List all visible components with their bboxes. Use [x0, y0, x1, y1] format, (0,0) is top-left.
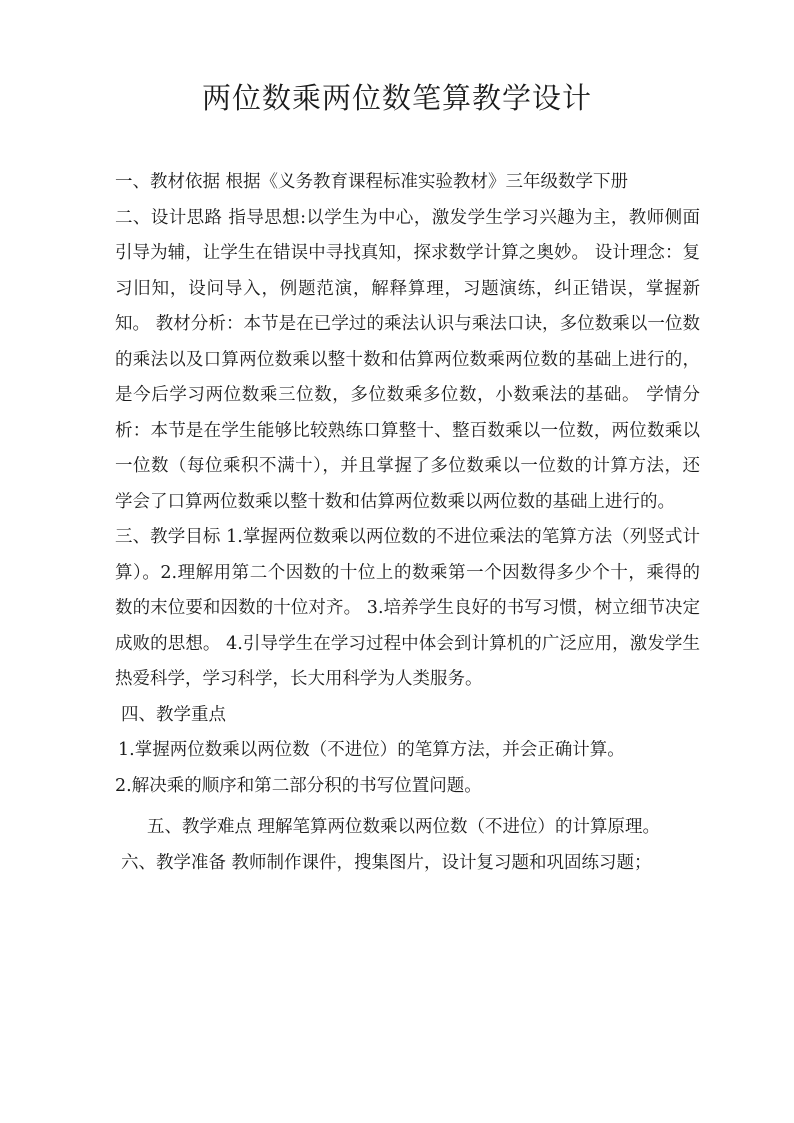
paragraph-key-point-2: 2.解决乘的顺序和第二部分积的书写位置问题。	[115, 775, 482, 796]
document-title: 两位数乘两位数笔算教学设计	[201, 81, 592, 115]
paragraph-preparation: 六、教学准备 教师制作课件，搜集图片，设计复习题和巩固练习题；	[121, 852, 652, 873]
paragraph-key-points-heading: 四、教学重点	[121, 704, 226, 725]
paragraph-design-idea: 二、设计思路 指导思想:以学生为中心，激发学生学习兴趣为主，教师侧面引导为辅，让学生在错误中寻找真知，探求数学计算之奥妙。 设计理念：复习旧知，设问导入，例题范演，解释算理，习题演练，纠正错误，掌握新知。 教材分析：本节是在已学过的乘法认识与乘法口诀，多位数乘以一位数的乘法以及口算两位数乘以整十数和估算两位数乘两位数的基础上进行的，是今后学习两位数乘三位数，多位数乘多位数，小数乘法的基础。 学情分析：本节是在学生能够比较熟练口算整十、整百数乘以一位数，两位数乘以一位数（每位乘积不满十），并且掌握了多位数乘以一位数的计算方法，还学会了口算两位数乘以整十数和估算两位数乘以两位数的基础上进行的。	[115, 207, 700, 512]
paragraph-teaching-goals: 三、教学目标 1.掌握两位数乘以两位数的不进位乘法的笔算方法（列竖式计算）。2.理解用第二个因数的十位上的数乘第一个因数得多少个十，乘得的数的末位要和因数的十位对齐。 3.培养学生良好的书写习惯，树立细节决定成败的思想。 4.引导学生在学习过程中体会到计算机的广泛应用，激发学生热爱科学，学习科学，长大用科学为人类服务。	[115, 527, 700, 689]
paragraph-key-point-1: 1.掌握两位数乘以两位数（不进位）的笔算方法，并会正确计算。	[118, 740, 625, 760]
paragraph-textbook-basis: 一、教材依据 根据《义务教育课程标准实验教材》三年级数学下册	[115, 172, 629, 192]
paragraph-difficulty: 五、教学难点 理解笔算两位数乘以两位数（不进位）的计算原理。	[147, 817, 661, 837]
document-body	[115, 165, 700, 881]
